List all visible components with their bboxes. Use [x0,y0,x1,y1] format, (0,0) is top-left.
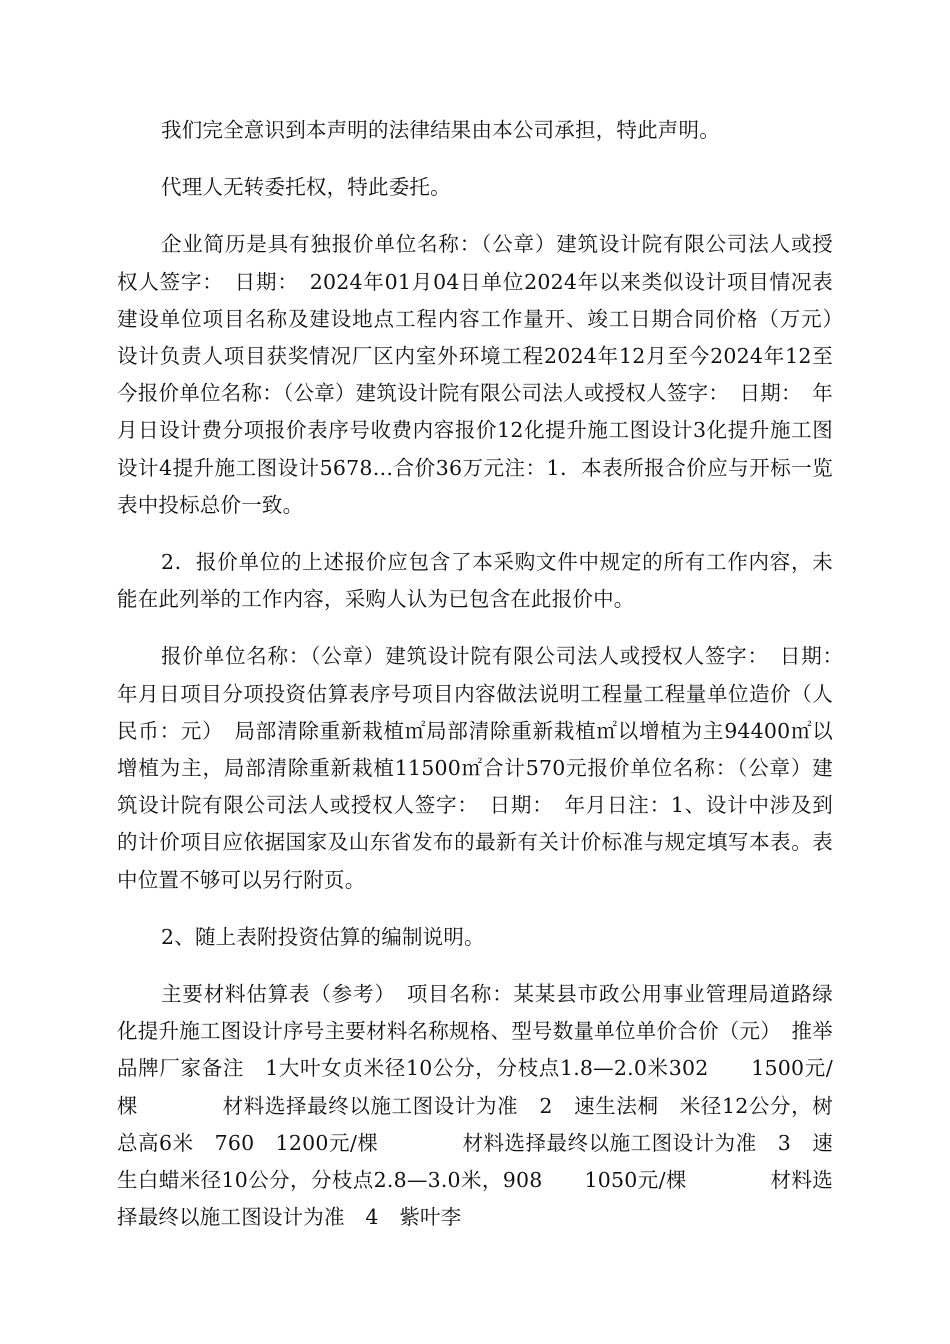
paragraph-no-delegation: 代理人无转委托权，特此委托。 [161,175,451,200]
paragraph-investment-estimate: 报价单位名称：（公章）建筑设计院有限公司法人或授权人签字： 日期： 年月日项目分项投资估算表序号项目内容做法说明工程量工程量单位造价（人民币：元） 局部清除重新栽植㎡局部清除重新栽植㎡以增植为主94400㎡以增植为主，局部清除重新栽植11500㎡合计570元报价单位名称：（公章）建筑设计院有限公司法人或授权人签字： 日期： 年月日注：1、设计中涉及到的计价项目应依据国家及山东省发布的最新有关计价标准与规定填写本表。表中位置不够可以另行附页。 [117,644,854,892]
paragraph-material-estimate: 主要材料估算表（参考） 项目名称：某某县市政公用事业管理局道路绿化提升施工图设计序号主要材料名称规格、型号数量单位单价合价（元） 推举品牌厂家备注 1大叶女贞米径10公分，分枝点1.8—2.0米302 1500元/棵 材料选择最终以施工图设计为准 2 速生法桐 米径12公分，树总高6米 760 1200元/棵 材料选择最终以施工图设计为准 3 速生白蜡米径10公分，分枝点2.8—3.0米，908 1050元/棵 材料选择最终以施工图设计为准 4 紫叶李 [117,982,833,1230]
paragraph-quote-scope: 2．报价单位的上述报价应包含了本采购文件中规定的所有工作内容，未能在此列举的工作内容，采购人认为已包含在此报价中。 [117,550,833,612]
paragraph-declaration: 我们完全意识到本声明的法律结果由本公司承担，特此声明。 [161,118,720,142]
paragraph-estimate-note: 2、随上表附投资估算的编制说明。 [161,924,485,949]
paragraph-company-profile: 企业简历是具有独报价单位名称：（公章）建筑设计院有限公司法人或授权人签字： 日期： 2024年01月04日单位2024年以来类似设计项目情况表建设单位项目名称及建设地点工程内容工作量开、竣工日期合同价格（万元） 设计负责人项目获奖情况厂区内室外环境工程2024年12月至今2024年12至今报价单位名称：（公章）建筑设计院有限公司法人或授权人签字： 日期： 年月日设计费分项报价表序号收费内容报价12化提升施工图设计3化提升施工图设计4提升施工图设计5678…合价36万元注：1．本表所报合价应与开标一览表中投标总价一致。 [117,232,854,517]
document-page [117,112,854,1256]
